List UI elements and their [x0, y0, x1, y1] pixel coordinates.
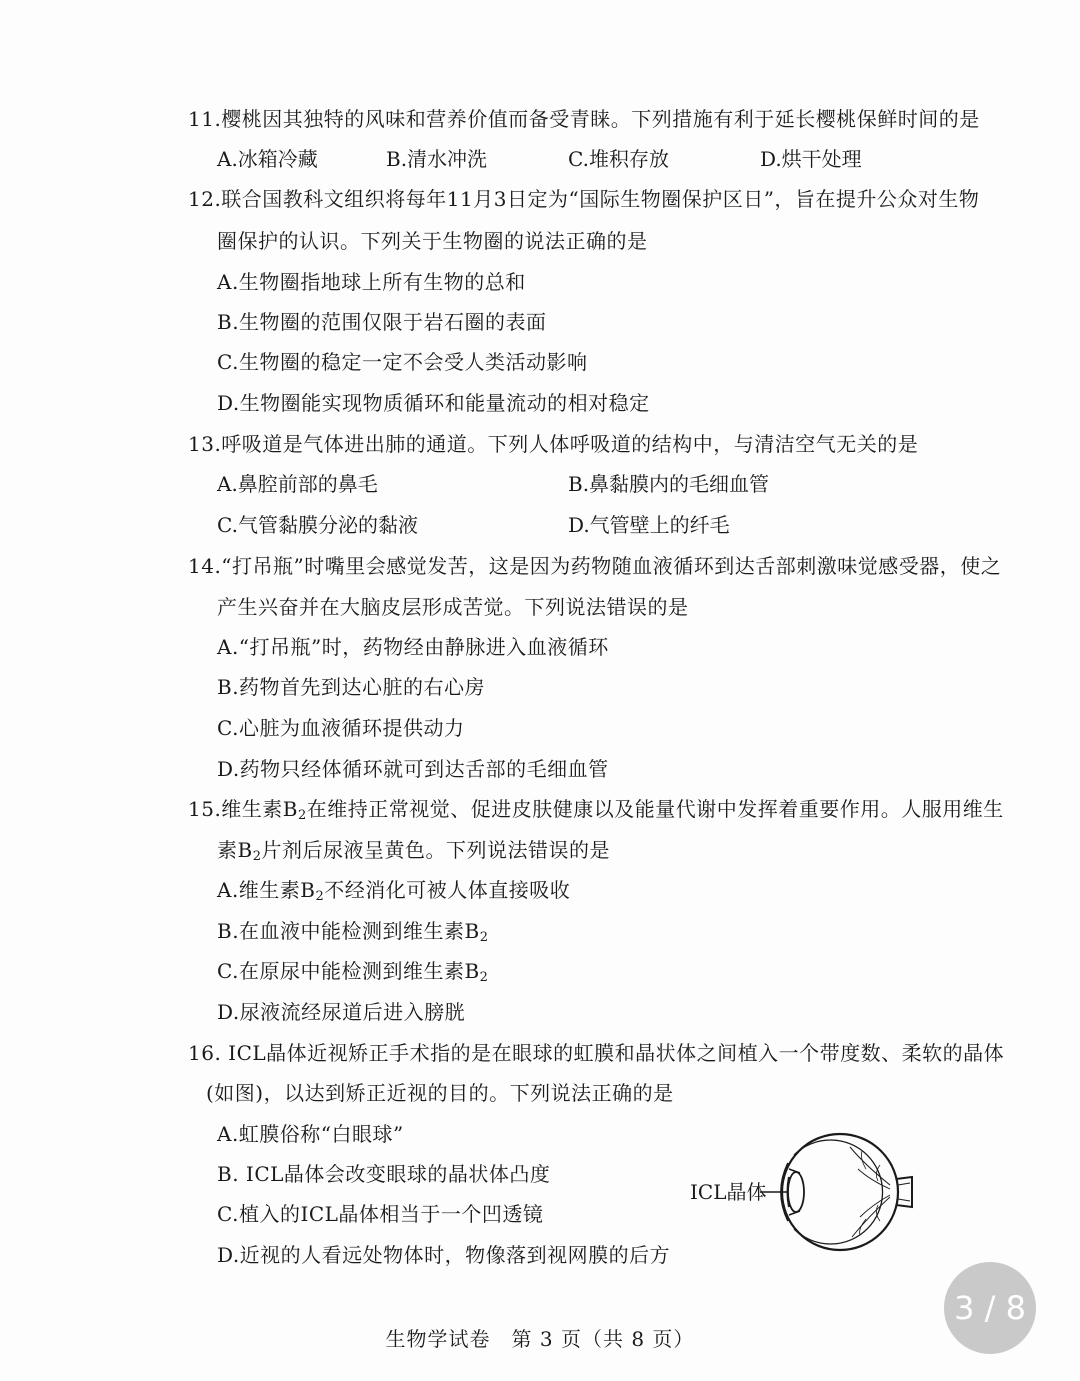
- question-16-stem-line1: 16. ICL晶体近视矫正手术指的是在眼球的虹膜和晶状体之间植入一个带度数、柔软的晶体: [188, 1041, 1005, 1065]
- question-14-option-a: A.“打吊瓶”时，药物经由静脉进入血液循环: [217, 635, 609, 659]
- question-13-option-a: A.鼻腔前部的鼻毛: [217, 472, 378, 496]
- question-12-stem-line2: 圈保护的认识。下列关于生物圈的说法正确的是: [217, 229, 648, 253]
- question-11-stem: 11.樱桃因其独特的风味和营养价值而备受青睐。下列措施有利于延长樱桃保鲜时间的是: [188, 107, 980, 131]
- question-15-option-c: C.在原尿中能检测到维生素$B_2$: [217, 959, 489, 985]
- question-11-option-b: B.清水冲洗: [386, 147, 488, 171]
- eyeball-diagram: [690, 1125, 920, 1255]
- question-15-option-d: D.尿液流经尿道后进入膀胱: [217, 1000, 466, 1024]
- question-12-option-a: A.生物圈指地球上所有生物的总和: [217, 270, 526, 294]
- question-16-option-a: A.虹膜俗称“白眼球”: [217, 1122, 404, 1146]
- question-14-option-d: D.药物只经体循环就可到达舌部的毛细血管: [217, 757, 609, 781]
- eye-figure: [690, 1125, 920, 1255]
- question-12-option-d: D.生物圈能实现物质循环和能量流动的相对稳定: [217, 391, 650, 415]
- question-15-option-b: B.在血液中能检测到维生素$B_2$: [217, 919, 489, 945]
- question-13-option-d: D.气管壁上的纤毛: [568, 513, 730, 537]
- question-16-option-c: C.植入的ICL晶体相当于一个凹透镜: [217, 1202, 544, 1226]
- question-16-option-b: B. ICL晶体会改变眼球的晶状体凸度: [217, 1162, 551, 1186]
- question-11-option-a: A.冰箱冷藏: [217, 147, 318, 171]
- question-13-option-c: C.气管黏膜分泌的黏液: [217, 513, 418, 537]
- question-15-option-a: A.维生素$B_2$不经消化可被人体直接吸收: [217, 878, 571, 904]
- question-13-option-b: B.鼻黏膜内的毛细血管: [568, 472, 770, 496]
- question-15-stem-line1: 15.维生素$B_2$在维持正常视觉、促进皮肤健康以及能量代谢中发挥着重要作用。人服用维生: [188, 797, 1004, 823]
- question-16-stem-line2: (如图)，以达到矫正近视的目的。下列说法正确的是: [206, 1081, 674, 1105]
- question-12-option-b: B.生物圈的范围仅限于岩石圈的表面: [217, 310, 547, 334]
- question-12-option-c: C.生物圈的稳定一定不会受人类活动影响: [217, 350, 588, 374]
- question-14-option-b: B.药物首先到达心脏的右心房: [217, 675, 486, 699]
- icl-lens-label: ICL晶体: [690, 1180, 767, 1204]
- question-11-option-d: D.烘干处理: [760, 147, 862, 171]
- question-14-stem-line2: 产生兴奋并在大脑皮层形成苦觉。下列说法错误的是: [217, 595, 689, 619]
- question-14-stem-line1: 14.“打吊瓶”时嘴里会感觉发苦，这是因为药物随血液循环到达舌部刺激味觉感受器，使之: [188, 554, 1002, 578]
- question-14-option-c: C.心脏为血液循环提供动力: [217, 716, 465, 740]
- page-indicator-badge: 3 / 8: [944, 1262, 1036, 1354]
- page-footer: 生物学试卷 第 3 页（共 8 页）: [385, 1327, 695, 1351]
- question-13-stem: 13.呼吸道是气体进出肺的通道。下列人体呼吸道的结构中，与清洁空气无关的是: [188, 432, 919, 456]
- question-16-option-d: D.近视的人看远处物体时，物像落到视网膜的后方: [217, 1243, 671, 1267]
- question-15-stem-line2: 素$B_2$片剂后尿液呈黄色。下列说法错误的是: [217, 838, 610, 864]
- question-11-option-c: C.堆积存放: [568, 147, 669, 171]
- question-12-stem-line1: 12.联合国教科文组织将每年11月3日定为“国际生物圈保护区日”，旨在提升公众对生物: [188, 187, 980, 211]
